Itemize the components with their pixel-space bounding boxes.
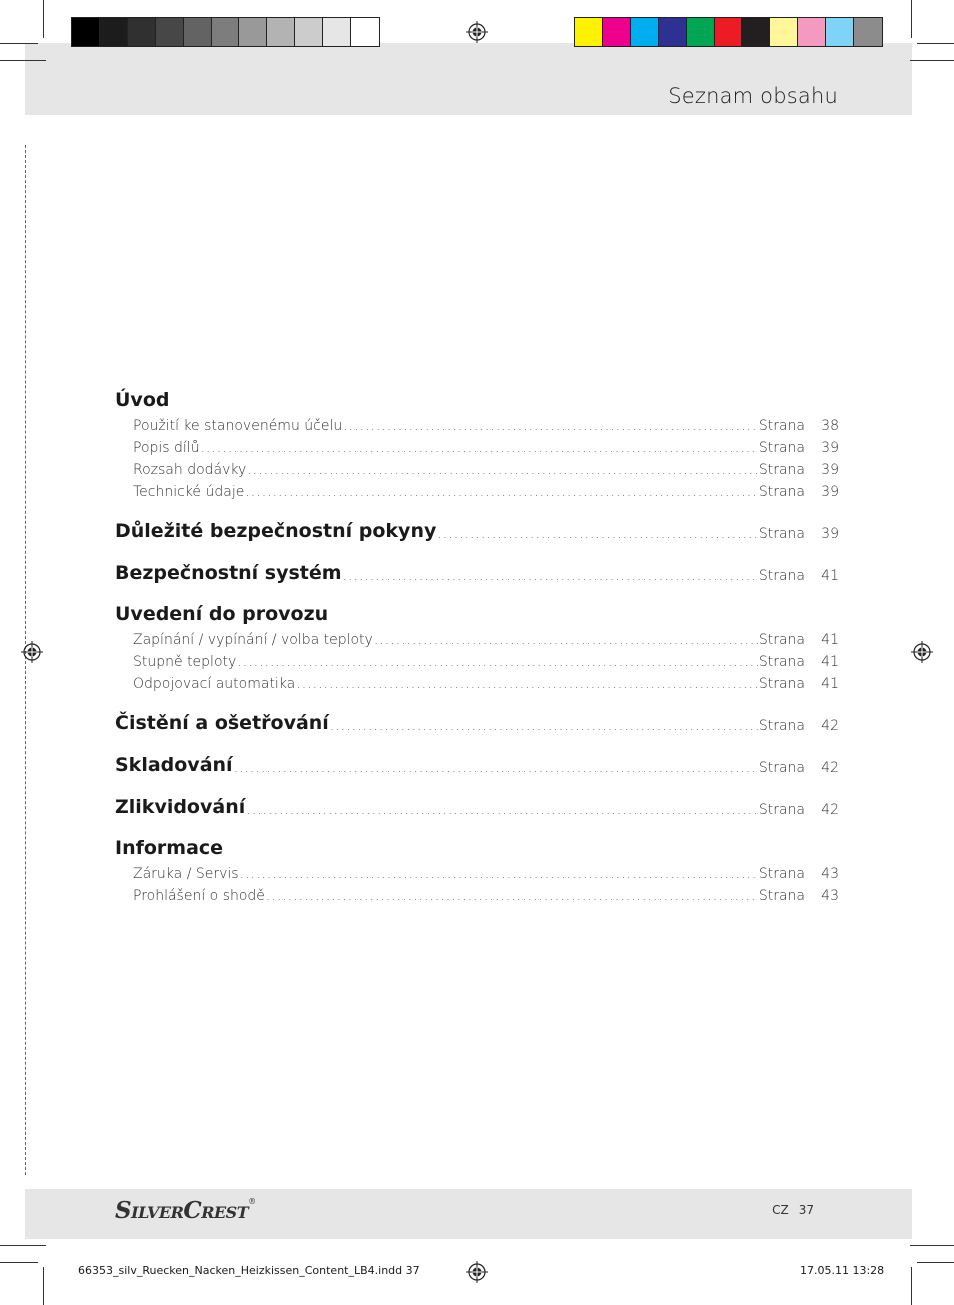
- color-swatch: [715, 18, 743, 46]
- process-color-bar: [574, 17, 883, 47]
- grayscale-color-bar: [71, 17, 380, 47]
- dot-leader: [266, 888, 758, 904]
- color-swatch: [239, 18, 267, 46]
- toc-page-number: 41: [821, 654, 839, 670]
- toc-page-number: 43: [821, 866, 839, 882]
- toc-strana: Strana: [758, 462, 805, 478]
- slug-filename: 66353_silv_Ruecken_Nacken_Heizkissen_Content_LB4.indd 37: [78, 1264, 420, 1277]
- dot-leader: [330, 718, 758, 734]
- toc-strana: Strana: [758, 888, 805, 904]
- toc-entry[interactable]: [115, 626, 839, 648]
- crop-mark: [911, 0, 912, 38]
- toc-entry-label: Rozsah dodávky: [133, 462, 247, 478]
- toc-page-number: 41: [821, 632, 839, 648]
- toc-entry-skladovani[interactable]: [115, 734, 839, 776]
- registration-mark-icon: [21, 641, 43, 663]
- toc-page-number: 39: [821, 484, 839, 500]
- color-swatch: [603, 18, 631, 46]
- color-swatch: [770, 18, 798, 46]
- crop-mark: [0, 1245, 46, 1246]
- color-swatch: [854, 18, 882, 46]
- color-swatch: [128, 18, 156, 46]
- dot-leader: [201, 440, 758, 456]
- color-swatch: [184, 18, 212, 46]
- toc-entry[interactable]: [115, 882, 839, 904]
- toc-entry-zlikvidovani[interactable]: [115, 776, 839, 818]
- toc-entry-label: Zlikvidování: [115, 796, 246, 818]
- toc-page-number: 39: [821, 462, 839, 478]
- toc-entry-label: Prohlášení o shodě: [133, 888, 265, 904]
- toc-entry-label: Odpojovací automatika: [133, 676, 296, 692]
- language-code: CZ: [772, 1203, 789, 1217]
- toc-entry[interactable]: [115, 670, 839, 692]
- color-swatch: [631, 18, 659, 46]
- toc-entry-label: Použití ke stanovenému účelu: [133, 418, 343, 434]
- page-number: 37: [798, 1203, 814, 1217]
- color-swatch: [72, 18, 100, 46]
- crop-mark: [0, 1262, 38, 1263]
- toc-entry-bezpecnostni-system[interactable]: [115, 542, 839, 584]
- toc-strana: Strana: [758, 718, 805, 734]
- toc-strana: Strana: [758, 526, 805, 542]
- toc-page-number: 42: [821, 802, 839, 818]
- color-swatch: [659, 18, 687, 46]
- dot-leader: [246, 802, 758, 818]
- toc-entry[interactable]: [115, 478, 839, 500]
- toc-entry-label: Technické údaje: [133, 484, 245, 500]
- color-swatch: [826, 18, 854, 46]
- crop-mark: [43, 0, 44, 38]
- toc-entry[interactable]: [115, 648, 839, 670]
- table-of-contents: [115, 388, 839, 904]
- toc-page-number: 42: [821, 718, 839, 734]
- toc-page-number: 42: [821, 760, 839, 776]
- dot-leader: [245, 484, 757, 500]
- color-swatch: [351, 18, 379, 46]
- toc-section-title-uvod: Úvod: [115, 389, 170, 411]
- toc-strana: Strana: [758, 760, 805, 776]
- color-swatch: [212, 18, 240, 46]
- color-swatch: [156, 18, 184, 46]
- toc-entry-label: Důležité bezpečnostní pokyny: [115, 520, 437, 542]
- dot-leader: [296, 676, 758, 692]
- color-swatch: [100, 18, 128, 46]
- toc-entry-label: Záruka / Servis: [133, 866, 239, 882]
- crop-mark: [910, 60, 954, 61]
- toc-section-title-provoz: Uvedení do provozu: [115, 603, 329, 625]
- toc-entry[interactable]: [115, 434, 839, 456]
- toc-entry-label: Čistění a ošetřování: [115, 712, 329, 734]
- registration-mark-icon: [466, 21, 488, 43]
- dot-leader: [374, 632, 758, 648]
- registration-mark-icon: [911, 641, 933, 663]
- toc-entry-label: Skladování: [115, 754, 233, 776]
- dot-leader: [234, 760, 758, 776]
- toc-entry[interactable]: [115, 412, 839, 434]
- registration-mark-icon: [466, 1261, 488, 1283]
- toc-strana: Strana: [758, 802, 805, 818]
- dot-leader: [343, 568, 758, 584]
- dot-leader: [237, 654, 758, 670]
- dot-leader: [437, 526, 757, 542]
- crop-mark: [917, 1262, 954, 1263]
- page-info: [762, 1203, 814, 1217]
- crop-mark: [43, 1267, 44, 1305]
- toc-entry-cisteni[interactable]: [115, 692, 839, 734]
- toc-page-number: 38: [821, 418, 839, 434]
- crop-mark: [911, 1267, 912, 1305]
- crop-mark: [910, 1245, 954, 1246]
- toc-entry[interactable]: [115, 860, 839, 882]
- silvercrest-logo: SILVERCREST®: [115, 1197, 256, 1224]
- toc-strana: Strana: [758, 440, 805, 456]
- color-swatch: [267, 18, 295, 46]
- toc-entry-label: Zapínání / vypínání / volba teploty: [133, 632, 373, 648]
- toc-entry-bezpecnostni-pokyny[interactable]: [115, 500, 839, 542]
- toc-entry-label: Bezpečnostní systém: [115, 562, 342, 584]
- toc-strana: Strana: [758, 676, 805, 692]
- toc-page-number: 41: [821, 568, 839, 584]
- dot-leader: [247, 462, 758, 478]
- toc-strana: Strana: [758, 632, 805, 648]
- toc-strana: Strana: [758, 654, 805, 670]
- toc-page-number: 39: [821, 526, 839, 542]
- toc-section-title-informace: Informace: [115, 837, 224, 859]
- toc-entry-label: Stupně teploty: [133, 654, 237, 670]
- color-swatch: [798, 18, 826, 46]
- toc-page-number: 39: [821, 440, 839, 456]
- dot-leader: [240, 866, 758, 882]
- toc-entry-label: Popis dílů: [133, 440, 200, 456]
- dot-leader: [343, 418, 758, 434]
- slug-datetime: 17.05.11 13:28: [800, 1264, 885, 1277]
- crop-mark: [0, 43, 38, 44]
- toc-page-number: 43: [821, 888, 839, 904]
- color-swatch: [742, 18, 770, 46]
- color-swatch: [323, 18, 351, 46]
- crop-mark: [917, 43, 954, 44]
- toc-strana: Strana: [758, 418, 805, 434]
- color-swatch: [575, 18, 603, 46]
- toc-strana: Strana: [758, 866, 805, 882]
- toc-entry[interactable]: [115, 456, 839, 478]
- toc-strana: Strana: [758, 568, 805, 584]
- page-title: Seznam obsahu: [668, 84, 838, 108]
- toc-strana: Strana: [758, 484, 805, 500]
- color-swatch: [687, 18, 715, 46]
- color-swatch: [295, 18, 323, 46]
- toc-page-number: 41: [821, 676, 839, 692]
- crop-mark: [0, 60, 46, 61]
